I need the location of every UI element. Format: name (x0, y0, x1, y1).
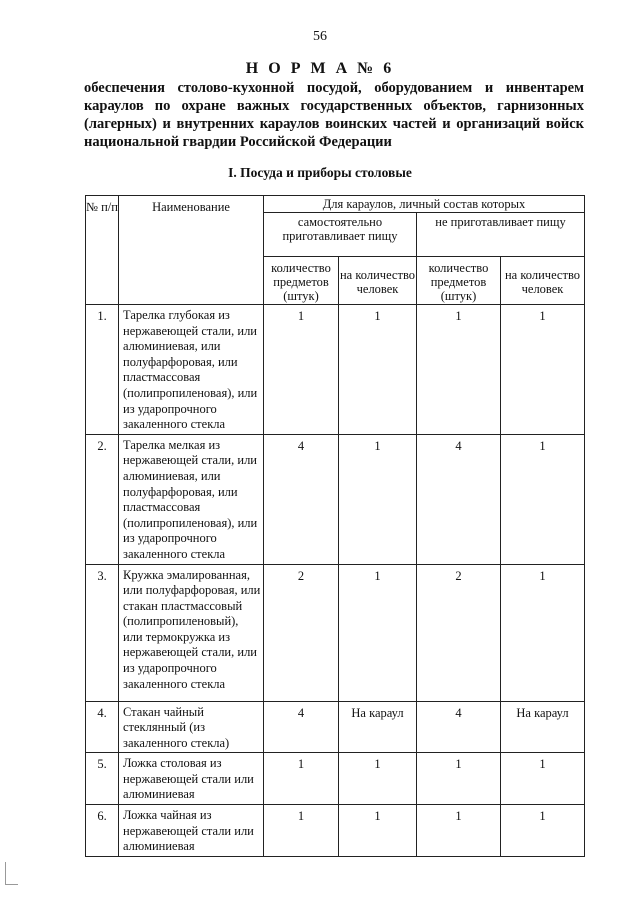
table-row (86, 753, 585, 805)
section-title: I. Посуда и приборы столовые (228, 165, 412, 180)
row-value: 1 (501, 305, 585, 435)
row-value: 1 (264, 753, 339, 805)
table-row (86, 305, 585, 435)
row-value: 1 (417, 805, 501, 857)
table-row (86, 805, 585, 857)
row-num: 4. (86, 701, 119, 753)
header-group: Для караулов, личный состав которых (264, 196, 585, 213)
row-value: 1 (339, 805, 417, 857)
row-value: 1 (339, 305, 417, 435)
row-value: 1 (417, 753, 501, 805)
row-value: 1 (501, 805, 585, 857)
header-num: № п/п (86, 196, 119, 305)
header-qty-items-2: количество предметов (штук) (417, 257, 501, 305)
row-value: 1 (264, 305, 339, 435)
norms-table (85, 195, 585, 857)
row-value: 1 (417, 305, 501, 435)
header-per-persons-2: на количество человек (501, 257, 585, 305)
row-value: 2 (264, 564, 339, 701)
row-value: 1 (339, 753, 417, 805)
row-num: 2. (86, 434, 119, 564)
table-row (86, 701, 585, 753)
row-value: 1 (501, 753, 585, 805)
row-num: 1. (86, 305, 119, 435)
row-value: 4 (417, 701, 501, 753)
row-value: 2 (417, 564, 501, 701)
row-value: На караул (501, 701, 585, 753)
header-self-cook: самостоятельно приготавливает пищу (264, 213, 417, 257)
row-name: Ложка чайная из нержавеющей стали или алюминиевая (119, 805, 264, 857)
row-value: 1 (264, 805, 339, 857)
row-name: Тарелка глубокая из нержавеющей стали, или алюминиевая, или полуфарфоровая, или пластмассовая (полипропиленовая), или из ударопрочного закаленного стекла (119, 305, 264, 435)
page-number: 56 (313, 29, 327, 44)
row-value: 1 (339, 564, 417, 701)
table-row (86, 434, 585, 564)
norm-title: Н О Р М А № 6 (245, 60, 395, 77)
header-per-persons-1: на количество человек (339, 257, 417, 305)
row-value: 1 (501, 564, 585, 701)
row-value: 4 (417, 434, 501, 564)
row-num: 6. (86, 805, 119, 857)
row-name: Ложка столовая из нержавеющей стали или алюминиевая (119, 753, 264, 805)
row-value: 1 (339, 434, 417, 564)
scan-corner-mark (5, 862, 18, 885)
row-value: 4 (264, 701, 339, 753)
norm-subtitle: обеспечения столово-кухонной посудой, оборудованием и инвентарем караулов по охране важных государственных объектов, гарнизонных (лагерных) и внутренних караулов воинских частей и организаций войск национальной гвардии Российской Федерации (84, 80, 584, 150)
table-row (86, 564, 585, 701)
row-value: 4 (264, 434, 339, 564)
header-qty-items-1: количество предметов (штук) (264, 257, 339, 305)
row-num: 5. (86, 753, 119, 805)
row-name: Тарелка мелкая из нержавеющей стали, или алюминиевая, или полуфарфоровая, или пластмассовая (полипропиленовая), или из ударопрочного закаленного стекла (119, 434, 264, 564)
row-num: 3. (86, 564, 119, 701)
row-name: Кружка эмалированная, или полуфарфоровая, или стакан пластмассовый (полипропиленовый), или термокружка из нержавеющей стали, или из ударопрочного закаленного стекла (119, 564, 264, 701)
row-value: 1 (501, 434, 585, 564)
row-name: Стакан чайный стеклянный (из закаленного стекла) (119, 701, 264, 753)
row-value: На караул (339, 701, 417, 753)
header-no-cook: не приготавливает пищу (417, 213, 585, 257)
header-name: Наименование (119, 196, 264, 305)
